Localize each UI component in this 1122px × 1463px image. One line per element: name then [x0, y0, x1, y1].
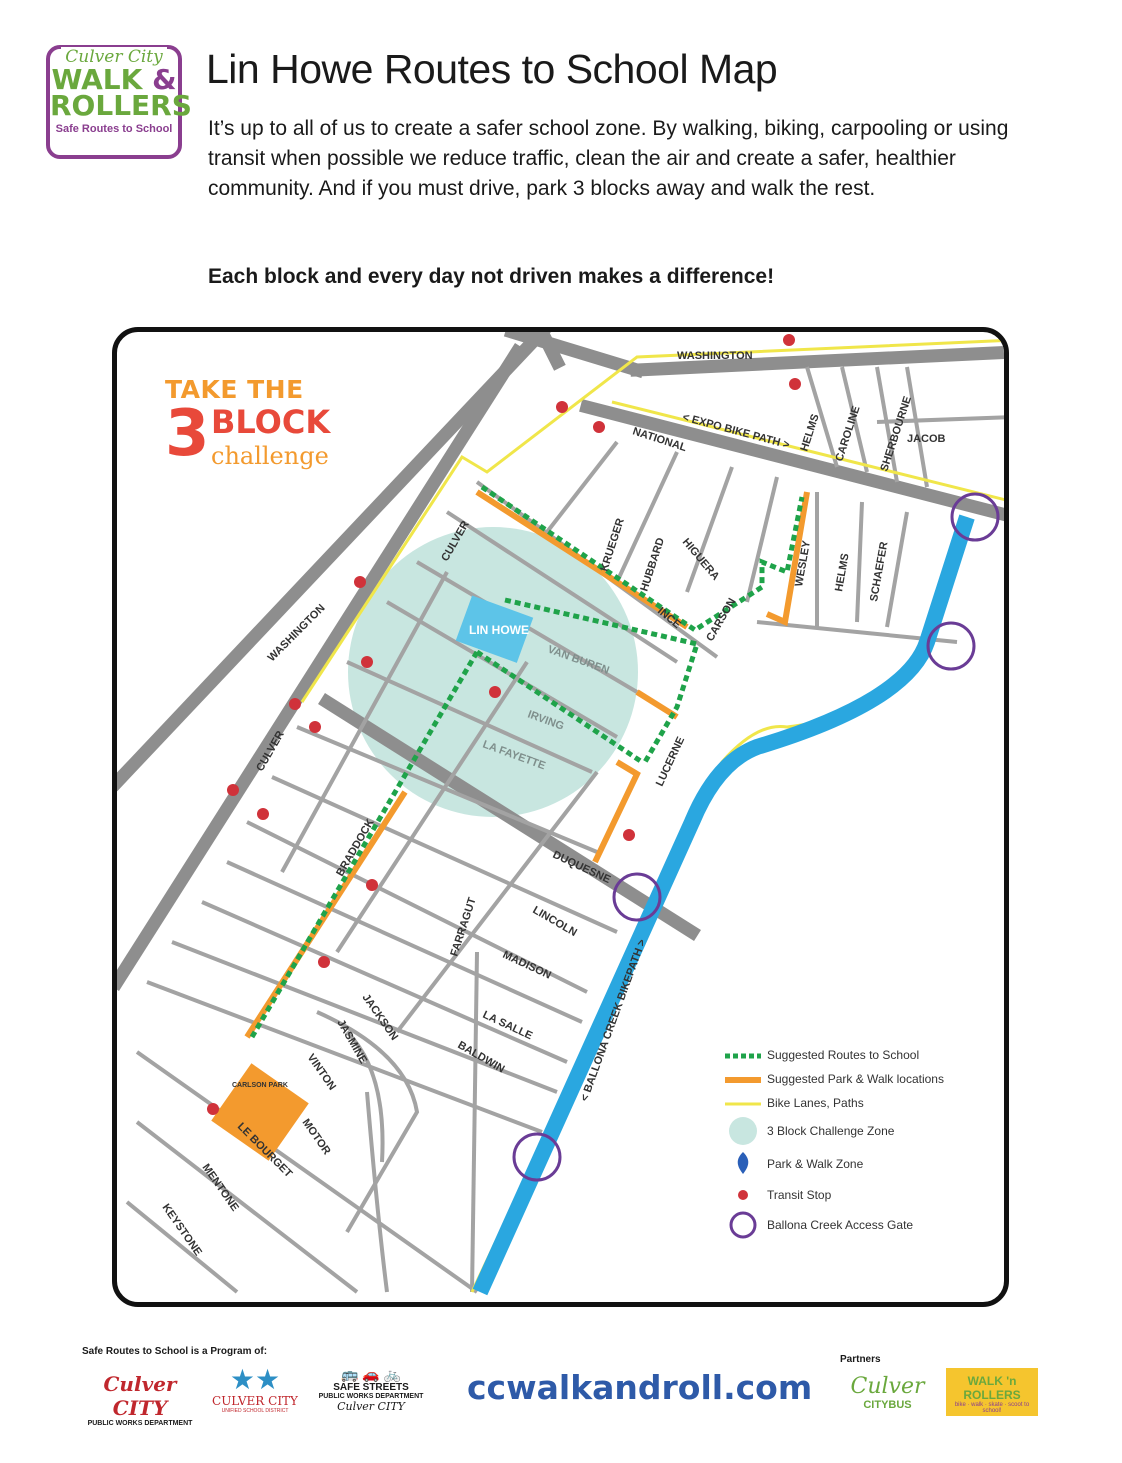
street-label: IRVING — [525, 708, 566, 733]
legend-label: Suggested Park & Walk locations — [767, 1072, 944, 1086]
street-label: CULVER — [439, 519, 472, 564]
street-label: KEYSTONE — [159, 1201, 204, 1259]
yellow-line-icon — [725, 1092, 761, 1116]
walk-and-rollers-logo — [46, 45, 192, 159]
logo1-sub: PUBLIC WORKS DEPARTMENT — [87, 1420, 193, 1427]
street-label: CARSON — [704, 596, 739, 644]
street-label: JASMINE — [334, 1017, 370, 1066]
street-label: LINCOLN — [530, 904, 579, 940]
logo3-sub: PUBLIC WORKS DEPARTMENT — [318, 1393, 424, 1400]
park-label: CARLSON PARK — [232, 1082, 288, 1089]
logo-walk: WALK — [51, 63, 143, 96]
street-label: LUCERNE — [653, 735, 688, 789]
street-label: < EXPO BIKE PATH > — [681, 411, 791, 452]
street-label: HIGUERA — [679, 536, 722, 583]
street-label: MOTOR — [299, 1116, 333, 1158]
street-label: JACOB — [907, 433, 946, 445]
walk-n-rollers-partner-logo — [946, 1368, 1038, 1416]
legend-label: 3 Block Challenge Zone — [767, 1124, 895, 1138]
street-label: FARRAGUT — [448, 896, 479, 958]
street-label: BRADDOCK — [334, 816, 377, 879]
partner1-name: Culver — [850, 1374, 925, 1399]
culver-citybus-logo — [835, 1374, 940, 1411]
logo-line1: Culver City — [61, 47, 166, 67]
challenge-number: 3 — [165, 397, 210, 471]
website-link[interactable]: ccwalkandroll.com — [467, 1368, 813, 1407]
street-label: SCHAEFER — [868, 540, 891, 603]
legend-item — [725, 1210, 995, 1240]
logo-line3: ROLLERS — [50, 89, 192, 122]
logo-amp: & — [152, 63, 177, 96]
street-label: KRUEGER — [598, 516, 627, 573]
street-label: CULVER — [254, 729, 287, 774]
street-label: MADISON — [500, 948, 553, 982]
street-label: HUBBARD — [638, 536, 668, 593]
tagline: Each block and every day not driven makes a difference! — [208, 265, 775, 288]
street-label: HELMS — [798, 412, 822, 453]
route-map — [112, 327, 1009, 1307]
partners-label: Partners — [840, 1354, 881, 1365]
street-label: INCE — [655, 605, 683, 632]
street-label: WASHINGTON — [265, 602, 328, 665]
teal-circle-icon — [725, 1116, 761, 1148]
program-label: Safe Routes to School is a Program of: — [82, 1346, 268, 1357]
logo-line4: Safe Routes to School — [55, 123, 173, 135]
legend-item — [725, 1116, 995, 1148]
street-label: NATIONAL — [631, 425, 689, 455]
legend-label: Bike Lanes, Paths — [767, 1096, 864, 1110]
legend-item — [725, 1180, 995, 1210]
street-label: WESLEY — [793, 539, 814, 588]
street-label: LA FAYETTE — [480, 738, 547, 773]
challenge-line3: challenge — [211, 442, 329, 470]
safe-streets-logo — [312, 1366, 430, 1413]
intro-text: It’s up to all of us to create a safer school zone. By walking, biking, carpooling or using transit when possible we reduce traffic, clean the air and create a safer, healthier community. And if you must drive, park 3 blocks away and walk the rest. — [208, 117, 1009, 200]
legend-label: Transit Stop — [767, 1188, 832, 1202]
three-block-challenge-logo — [165, 375, 331, 488]
street-label: LE BOURGET — [234, 1120, 295, 1181]
street-label: CAROLINE — [833, 404, 863, 463]
challenge-line1: TAKE THE — [165, 375, 304, 404]
stars-icon: ★★ — [229, 1364, 281, 1395]
logo2-name: CULVER CITY — [212, 1394, 298, 1408]
street-label: JACKSON — [359, 991, 401, 1043]
legend-label: Ballona Creek Access Gate — [767, 1218, 914, 1232]
legend-item — [725, 1148, 995, 1180]
street-label: DUQUESNE — [550, 848, 613, 887]
page-title: Lin Howe Routes to School Map — [206, 46, 778, 92]
partner2-name: WALK 'n ROLLERS — [963, 1374, 1021, 1402]
logo2-sub: UNIFIED SCHOOL DISTRICT — [221, 1408, 289, 1414]
street-label: WASHINGTON — [677, 350, 753, 362]
street-label: BALDWIN — [455, 1039, 507, 1076]
map-legend — [725, 1044, 995, 1240]
legend-item — [725, 1092, 995, 1116]
logo3-name: SAFE STREETS — [333, 1382, 409, 1393]
street-label: HELMS — [833, 552, 852, 593]
street-label: < BALLONA CREEK BIKEPATH > — [578, 937, 649, 1104]
street-label: VINTON — [304, 1051, 339, 1093]
culver-city-pw-logo — [80, 1372, 200, 1427]
legend-item — [725, 1044, 995, 1068]
purple-ring-icon — [725, 1210, 761, 1240]
vehicles-icon: 🚌 🚗 🚲 — [340, 1366, 402, 1382]
street-label: MENTONE — [199, 1161, 241, 1214]
partner2-sub: bike · walk · skate · scoot to school! — [954, 1402, 1030, 1414]
logo1-name: Culver CITY — [103, 1372, 177, 1420]
ccusd-logo — [208, 1366, 302, 1414]
street-label: SHERBOURNE — [878, 394, 915, 473]
challenge-word: BLOCK — [211, 403, 331, 441]
partner1-sub: CITYBUS — [863, 1399, 912, 1411]
dashed-green-line-icon — [725, 1044, 761, 1068]
logo3-city: Culver CITY — [337, 1400, 405, 1413]
school-label: LIN HOWE — [469, 623, 529, 637]
legend-label: Park & Walk Zone — [767, 1157, 864, 1171]
legend-item — [725, 1068, 995, 1092]
orange-bar-icon — [725, 1068, 761, 1092]
blue-pin-icon — [725, 1148, 761, 1180]
street-label: VAN BUREN — [545, 643, 611, 677]
red-dot-icon — [725, 1180, 761, 1210]
street-label: LA SALLE — [480, 1008, 535, 1043]
legend-label: Suggested Routes to School — [767, 1048, 920, 1062]
